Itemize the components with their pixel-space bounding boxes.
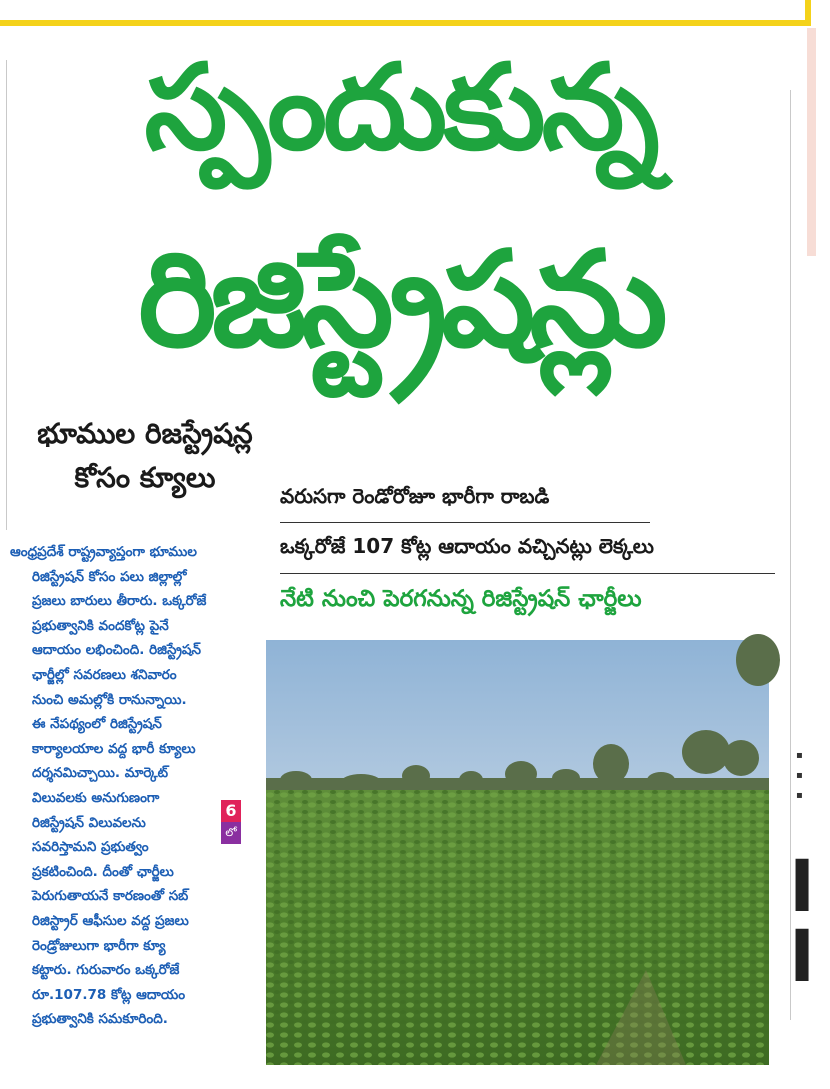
body-line: రెండ్రోజులుగా భారీగా క్యూ bbox=[32, 937, 166, 954]
body-line: ఆదాయం లభించింది. రిజిస్ట్రేషన్ bbox=[32, 642, 202, 659]
top-yellow-border bbox=[0, 0, 811, 26]
page-suffix: లో bbox=[221, 822, 241, 844]
left-divider bbox=[6, 60, 7, 530]
body-line: రిజిస్ట్రేషన్ విలువలను bbox=[32, 814, 146, 831]
body-line: కార్యాలయాల వద్ద భారీ క్యూలు bbox=[32, 740, 196, 757]
crop-rows bbox=[266, 790, 769, 1065]
deck-divider bbox=[280, 522, 650, 523]
body-line: విలువలకు అనుగుణంగా bbox=[32, 789, 160, 806]
body-line: ఆంధ్రప్రదేశ్ రాష్ట్రవ్యాప్తంగా భూముల bbox=[10, 544, 197, 560]
body-line: సవరిస్తామని ప్రభుత్వం bbox=[32, 839, 149, 856]
page-reference-badge bbox=[221, 800, 241, 844]
body-line: రిజిస్ట్రార్ ఆఫీసుల వద్ద ప్రజలు bbox=[32, 912, 189, 929]
body-line: దర్శనమిచ్చాయి. మార్కెట్ bbox=[32, 765, 168, 782]
body-line: ఛార్జీల్లో సవరణలు శనివారం bbox=[32, 666, 177, 683]
adjacent-column-heading: ▍ bbox=[796, 860, 830, 911]
crop-field-photo bbox=[266, 640, 769, 1065]
body-line: నుంచి అమల్లోకి రానున్నాయి. bbox=[32, 691, 187, 708]
deck-line-2: ఒక్కరోజే 107 కోట్ల ఆదాయం వచ్చినట్లు లెక్కలు bbox=[280, 534, 654, 558]
adjacent-column-text: ▪ bbox=[796, 770, 803, 781]
adjacent-column-strip bbox=[807, 28, 816, 256]
field-illustration bbox=[266, 640, 769, 1065]
deck-line-3: నేటి నుంచి పెరగనున్న రిజిస్ట్రేషన్ ఛార్జీలు bbox=[280, 586, 642, 612]
body-line: ప్రజలు బారులు తీరారు. ఒక్కరోజే bbox=[32, 593, 207, 610]
column-divider bbox=[790, 90, 791, 1020]
body-line: ప్రకటించింది. దీంతో ఛార్జీలు bbox=[32, 863, 174, 880]
adjacent-column-text: ▪ bbox=[796, 790, 803, 801]
body-line: ఈ నేపథ్యంలో రిజిస్ట్రేషన్ bbox=[32, 716, 162, 733]
subheadline-left bbox=[10, 412, 280, 500]
subheadline-line-1: భూముల రిజస్ట్రేషన్ల bbox=[37, 417, 253, 450]
adjacent-column-text: ▪ bbox=[796, 750, 803, 761]
deck-line-1: వరుసగా రెండోరోజూ భారీగా రాబడి bbox=[280, 484, 550, 508]
headline-line-1: స్పందుకున్న bbox=[144, 38, 656, 176]
body-line: రిజిస్ట్రేషన్ కోసం పలు జిల్లాల్లో bbox=[32, 568, 187, 585]
deck-divider bbox=[280, 573, 775, 574]
body-line: పెరుగుతాయనే కారణంతో సబ్ bbox=[32, 888, 189, 905]
body-line: కట్టారు. గురువారం ఒక్కరోజే bbox=[32, 962, 180, 979]
body-line: ప్రభుత్వానికి సమకూరింది. bbox=[32, 1011, 168, 1028]
article-body bbox=[10, 540, 260, 1032]
subheadline-line-2: కోసం క్యూలు bbox=[74, 461, 216, 494]
adjacent-column-heading: ▍ bbox=[796, 930, 830, 981]
body-line: ప్రభుత్వానికి వందకోట్ల పైనే bbox=[32, 617, 169, 634]
headline-line-2: రిజిస్ట్రేషన్లు bbox=[138, 223, 662, 377]
body-line: రూ.107.78 కోట్ల ఆదాయం bbox=[32, 986, 186, 1003]
page-number: 6 bbox=[221, 800, 241, 822]
